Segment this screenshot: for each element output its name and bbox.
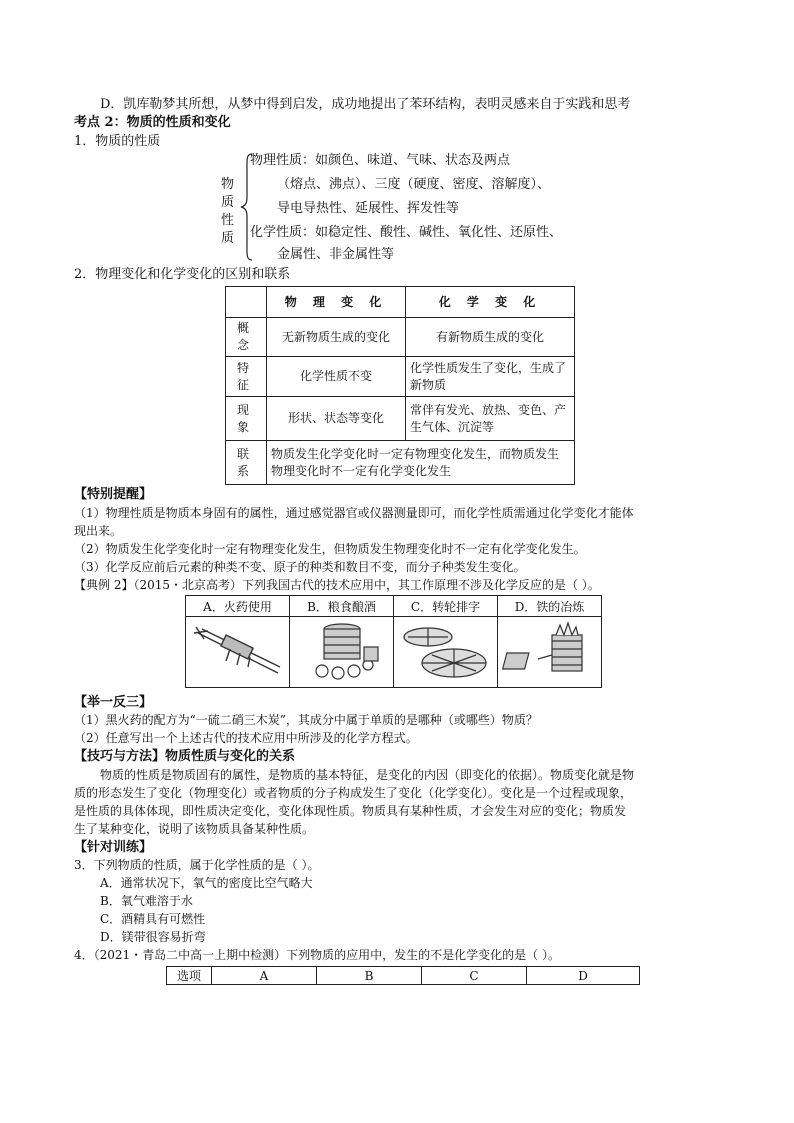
row-label: 概念	[226, 318, 267, 357]
option-d-text: D．凯库勒梦其所想，从梦中得到启发，成功地提出了苯环结构，表明灵感来自于实践和思考	[100, 97, 631, 112]
section-1-title: 1．物质的性质	[74, 134, 161, 149]
comparison-table	[225, 286, 575, 485]
brewing-illustration	[290, 617, 394, 688]
table-row	[226, 397, 575, 441]
option-label: B．粮食酿酒	[290, 596, 394, 617]
physical-cell: 化学性质不变	[267, 357, 406, 397]
brewing-vessel-icon	[294, 619, 390, 683]
vertical-label-char: 质	[221, 195, 235, 210]
tebie-item: （2）物质发生化学变化时一定有物理变化发生，但物质发生物理变化时不一定有化学变化发生。	[74, 542, 586, 556]
chemical-cell: 有新物质生成的变化	[406, 318, 575, 357]
jiqiao-paragraph-line: 是性质的具体体现，即性质决定变化，变化体现性质。物质具有某种性质，才会发生对应的变化；物质发	[74, 804, 627, 818]
iron-smelting-illustration	[498, 617, 602, 688]
question-3-option: C．酒精具有可燃性	[100, 912, 206, 926]
example-options-table	[185, 595, 602, 688]
vertical-label-char: 质	[221, 231, 235, 246]
chemical-property-line: 金属性、非金属性等	[277, 247, 395, 262]
zhendui-heading: 【针对训练】	[74, 840, 153, 855]
tebie-item: （1）物理性质是物质本身固有的属性，通过感觉器官或仪器测量即可，而化学性质需通过化学变化才能体	[74, 506, 634, 520]
tebie-heading: 【特别提醒】	[74, 487, 153, 502]
vertical-label-char: 性	[221, 213, 235, 228]
physical-cell: 形状、状态等变化	[267, 397, 406, 441]
chemical-cell: 常伴有发光、放热、变色、产生气体、沉淀等	[406, 397, 575, 441]
physical-property-line: （熔点、沸点）、三度（硬度、密度、溶解度）、	[277, 177, 551, 192]
table-row	[226, 318, 575, 357]
answer-header-cell: A	[212, 967, 317, 985]
movable-type-illustration	[394, 617, 498, 688]
option-label: A．火药使用	[186, 596, 290, 617]
row-label: 特征	[226, 357, 267, 397]
row-label: 现象	[226, 397, 267, 441]
jiqiao-heading: 【技巧与方法】物质性质与变化的关系	[74, 749, 296, 764]
table-row	[226, 441, 575, 485]
tebie-item: 现出来。	[74, 524, 123, 538]
row-label: 联系	[226, 441, 267, 485]
jiqiao-paragraph-line: 生了某种变化，说明了该物质具备某种性质。	[74, 822, 315, 836]
jiqiao-paragraph-line: 物质的性质是物质固有的属性，是物质的基本特征，是变化的内因（即变化的依据）。物质变化就是物	[100, 768, 635, 782]
gunpowder-illustration	[186, 617, 290, 688]
question-3: 3．下列物质的性质，属于化学性质的是（ ）。	[74, 858, 320, 872]
physical-property-line: 导电导热性、延展性、挥发性等	[277, 201, 460, 216]
fire-arrow-icon	[190, 619, 286, 683]
table-header-cell: 化 学 变 化	[406, 287, 575, 318]
question-3-option: A．通常状况下，氧气的密度比空气略大	[100, 876, 313, 890]
option-label: C．转轮排字	[394, 596, 498, 617]
question-4: 4．（2021・青岛二中高一上期中检测）下列物质的应用中，发生的不是化学变化的是（ ）。	[74, 948, 560, 962]
table-row	[226, 357, 575, 397]
question-3-option: B．氧气难溶于水	[100, 894, 193, 908]
answer-header-cell: B	[317, 967, 422, 985]
juyi-item: （1）黑火药的配方为“一硫二硝三木炭”，其成分中属于单质的是哪种（或哪些）物质？	[74, 713, 538, 727]
vertical-label-char: 物	[221, 177, 235, 192]
example-question: 【典例 2】（2015・北京高考）下列我国古代的技术应用中，其工作原理不涉及化学反应的是（ ）。	[74, 578, 600, 592]
option-label: D．铁的冶炼	[498, 596, 602, 617]
juyi-heading: 【举一反三】	[74, 695, 153, 710]
table-header-cell	[226, 287, 267, 318]
juyi-item: （2）任意写出一个上述古代的技术应用中所涉及的化学方程式。	[74, 731, 418, 745]
physical-cell: 无新物质生成的变化	[267, 318, 406, 357]
furnace-icon	[502, 619, 598, 683]
answer-header-cell: C	[422, 967, 527, 985]
physical-property-line: 物理性质：如颜色、味道、气味、状态及两点	[250, 153, 511, 168]
table-header-cell: 物 理 变 化	[267, 287, 406, 318]
chemical-property-line: 化学性质：如稳定性、酸性、碱性、氧化性、还原性、	[250, 225, 563, 240]
answer-options-table	[166, 966, 640, 985]
section-2-title: 2．物理变化和化学变化的区别和联系	[74, 267, 291, 282]
table-header-row	[226, 287, 575, 318]
answer-header-cell: D	[527, 967, 640, 985]
answer-header-cell: 选项	[167, 967, 212, 985]
kaodian-heading: 考点 2：物质的性质和变化	[74, 115, 231, 130]
tebie-item: （3）化学反应前后元素的种类不变、原子的种类和数目不变，而分子种类发生变化。	[74, 560, 526, 574]
link-cell: 物质发生化学变化时一定有物理变化发生，而物质发生物理变化时不一定有化学变化发生	[267, 441, 575, 485]
jiqiao-paragraph-line: 质的形态发生了变化（物理变化）或者物质的分子构成发生了变化（化学变化）。变化是一个过程或现象，	[74, 786, 633, 800]
chemical-cell: 化学性质发生了变化，生成了新物质	[406, 357, 575, 397]
rotating-wheel-icon	[398, 619, 494, 683]
question-3-option: D．镁带很容易折弯	[100, 930, 206, 944]
